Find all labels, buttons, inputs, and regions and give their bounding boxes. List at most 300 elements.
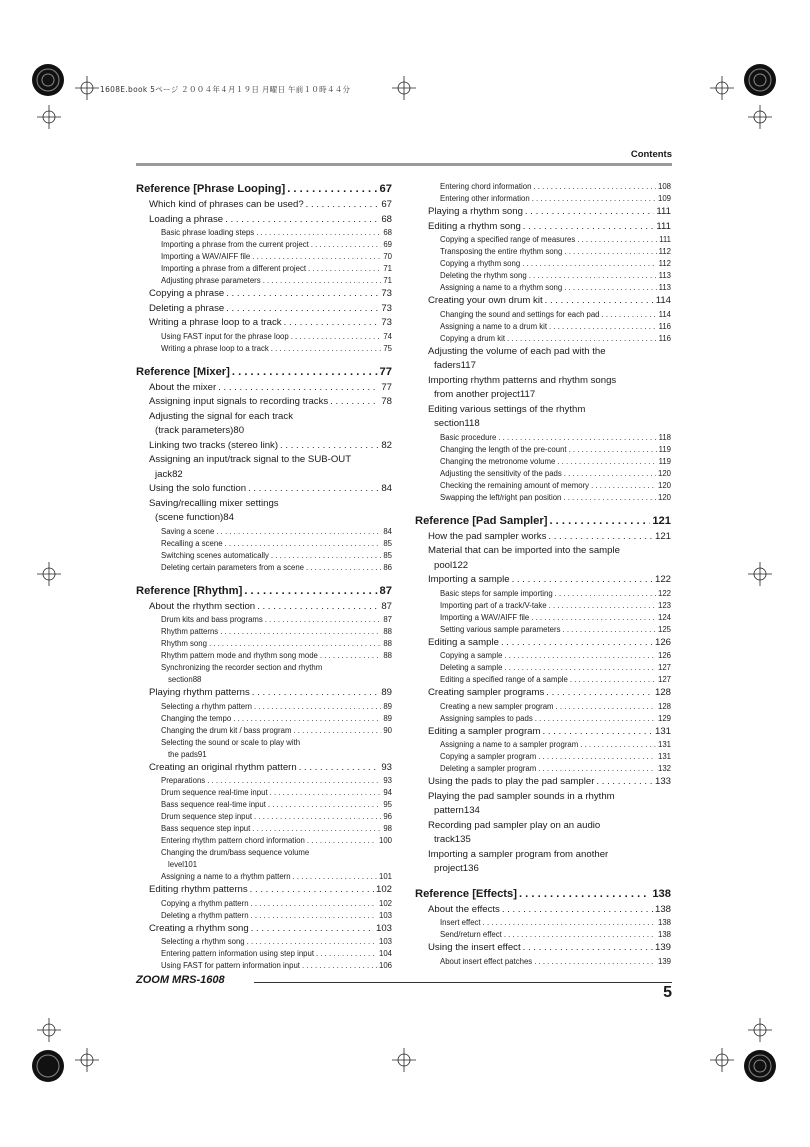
toc-subentry[interactable] — [136, 835, 392, 847]
leader-dots — [271, 343, 382, 355]
page-number: 5 — [663, 984, 672, 1001]
toc-page-number: 100 — [378, 836, 392, 845]
leader-dots — [591, 480, 656, 492]
toc-subentry[interactable] — [415, 456, 671, 468]
toc-entry[interactable] — [136, 381, 392, 396]
leader-dots — [232, 364, 378, 381]
toc-subentry[interactable] — [136, 626, 392, 638]
toc-page-number: 134 — [463, 805, 480, 816]
toc-entry[interactable] — [136, 600, 392, 615]
toc-page-number: 109 — [657, 194, 671, 203]
toc-page-number: 124 — [657, 612, 671, 622]
toc-subentry[interactable] — [136, 239, 392, 251]
leader-dots — [531, 612, 656, 624]
toc-entry-title: Basic steps for sample importing — [440, 588, 553, 598]
toc-subentry[interactable] — [415, 929, 671, 941]
leader-dots — [522, 258, 656, 270]
toc-entry-title: Importing part of a track/V-take — [440, 600, 547, 610]
toc-entry[interactable] — [136, 883, 392, 898]
toc-entry-title: Assigning an input/track signal to the SUB-OUT — [149, 454, 352, 465]
leader-dots — [330, 395, 379, 410]
toc-subentry[interactable] — [136, 343, 392, 355]
toc-entry-title: Creating sampler programs — [428, 687, 545, 698]
toc-page-number: 111 — [656, 206, 671, 217]
toc-subentry[interactable] — [136, 251, 392, 263]
toc-subentry[interactable] — [136, 898, 392, 910]
toc-page-number: 85 — [383, 538, 392, 548]
toc-section-heading[interactable] — [136, 364, 392, 381]
toc-page-number: 125 — [657, 624, 671, 634]
toc-subentry[interactable] — [136, 526, 392, 538]
toc-subentry[interactable] — [136, 737, 392, 761]
toc-entry[interactable] — [415, 205, 671, 220]
toc-entry[interactable] — [136, 287, 392, 302]
toc-entry-title: Writing a phrase loop to a track — [161, 343, 269, 353]
toc-entry-title: Switching scenes automatically — [161, 550, 269, 560]
toc-entry-title: Entering chord information — [440, 182, 532, 191]
leader-dots — [549, 600, 656, 612]
toc-entry[interactable] — [415, 294, 671, 309]
toc-subentry[interactable] — [415, 739, 671, 751]
leader-dots — [557, 456, 656, 468]
toc-page-number: 91 — [197, 749, 207, 759]
leader-dots — [523, 941, 653, 956]
leader-dots — [507, 333, 657, 345]
toc-entry-title: Importing a phrase from the current project — [161, 240, 309, 249]
toc-entry-title: Assigning input signals to recording tracks — [149, 396, 329, 407]
leader-dots — [225, 538, 382, 550]
toc-entry-title: Importing a phrase from a different project — [161, 264, 307, 273]
toc-page-number: 112 — [658, 247, 671, 256]
toc-page-number: 88 — [383, 639, 392, 648]
toc-page-number: 135 — [454, 834, 471, 845]
toc-entry-title: Copying a sample — [440, 651, 503, 660]
toc-page-number: 103 — [375, 922, 392, 934]
toc-entry-title: Playing the pad sampler sounds in a rhythm — [428, 790, 615, 802]
toc-subentry[interactable] — [415, 624, 671, 636]
toc-subentry[interactable] — [415, 600, 671, 612]
toc-entry-title: Changing the sound and settings for each pad — [440, 309, 600, 319]
toc-entry-title: Using the pads to play the pad sampler — [428, 776, 595, 787]
toc-section-heading[interactable] — [415, 513, 671, 530]
toc-page-number: 136 — [462, 863, 479, 874]
toc-entry[interactable] — [415, 530, 671, 545]
toc-page-number: 131 — [657, 752, 671, 761]
toc-page-number: 88 — [192, 675, 202, 684]
toc-page-number: 73 — [381, 302, 392, 314]
toc-page-number: 113 — [658, 283, 671, 292]
toc-subentry[interactable] — [415, 588, 671, 600]
toc-subentry[interactable] — [136, 811, 392, 823]
print-file-info: 1608E.book 5ページ ２００４年４月１９日 月曜日 午前１０時４４分 — [100, 85, 351, 94]
toc-entry-title: Reference [Rhythm] — [136, 584, 243, 597]
toc-entry-title: Assigning a name to a rhythm pattern — [161, 872, 291, 881]
toc-subentry[interactable] — [415, 234, 671, 246]
toc-page-number: 74 — [383, 331, 392, 341]
leader-dots — [256, 227, 381, 239]
leader-dots — [596, 775, 653, 790]
leader-dots — [216, 526, 381, 538]
toc-subentry[interactable] — [136, 936, 392, 948]
toc-entry-title: Importing a WAV/AIFF file — [161, 252, 251, 261]
toc-entry-title: Using the insert effect — [428, 942, 521, 953]
leader-dots — [538, 751, 656, 763]
toc-entry-title: Checking the remaining amount of memory — [440, 480, 590, 490]
toc-entry-title: Assigning samples to pads — [440, 713, 533, 723]
toc-entry-title: Copying a specified range of measures — [440, 235, 576, 244]
leader-dots — [252, 686, 380, 701]
toc-entry[interactable] — [415, 903, 671, 918]
toc-subentry[interactable] — [415, 270, 671, 282]
toc-subentry[interactable] — [415, 701, 671, 713]
toc-subentry[interactable] — [415, 468, 671, 480]
toc-page-number: 73 — [381, 317, 392, 328]
toc-entry[interactable] — [415, 941, 671, 956]
toc-page-number: 89 — [381, 687, 392, 698]
toc-entry-title: Copying a sampler program — [440, 752, 537, 761]
leader-dots — [535, 713, 656, 725]
leader-dots — [483, 917, 656, 929]
toc-entry[interactable] — [136, 497, 392, 526]
toc-subentry[interactable] — [136, 713, 392, 725]
toc-page-number: 88 — [383, 627, 392, 636]
leader-dots — [555, 588, 656, 600]
toc-subentry[interactable] — [415, 432, 671, 444]
toc-entry[interactable] — [415, 848, 671, 877]
toc-entry-title-continued: level — [168, 860, 185, 869]
toc-entry-title: Synchronizing the recorder section and rhythm — [161, 663, 323, 672]
toc-entry-title: Saving a scene — [161, 526, 215, 536]
toc-entry-title-continued: jack — [155, 468, 173, 480]
toc-page-number: 139 — [657, 956, 671, 966]
toc-entry-title: Loading a phrase — [149, 213, 224, 225]
leader-dots — [564, 468, 656, 480]
crosshair-upper-right — [748, 105, 772, 129]
toc-subentry[interactable] — [136, 638, 392, 650]
toc-subentry[interactable] — [136, 948, 392, 960]
toc-entry-title: Selecting the sound or scale to play with — [161, 737, 301, 747]
toc-entry[interactable] — [415, 573, 671, 588]
toc-page-number: 116 — [658, 321, 671, 331]
toc-entry-title-continued: from another project — [434, 389, 520, 400]
leader-dots — [549, 513, 650, 530]
leader-dots — [570, 674, 656, 686]
toc-entry-title: Deleting a sampler program — [440, 764, 537, 773]
toc-entry-title: How the pad sampler works — [428, 530, 547, 542]
toc-entry[interactable] — [136, 686, 392, 701]
registration-disc-top-right — [744, 64, 776, 96]
toc-subentry[interactable] — [415, 751, 671, 763]
toc-subentry[interactable] — [136, 562, 392, 574]
toc-entry-title: Changing the metronome volume — [440, 456, 556, 466]
toc-entry[interactable] — [136, 410, 392, 439]
toc-entry-title: Drum kits and bass programs — [161, 615, 263, 624]
toc-subentry[interactable] — [136, 614, 392, 626]
toc-entry[interactable] — [415, 345, 671, 374]
toc-subentry[interactable] — [136, 960, 392, 972]
toc-entry[interactable] — [415, 819, 671, 848]
toc-page-number: 120 — [657, 468, 671, 478]
toc-entry-title: Swapping the left/right pan position — [440, 492, 562, 502]
leader-dots — [218, 381, 379, 396]
crosshair-bottom-right — [710, 1048, 734, 1072]
toc-entry-title: Creating a rhythm song — [149, 922, 249, 934]
toc-entry-title: About insert effect patches — [440, 956, 533, 966]
leader-dots — [549, 321, 657, 333]
toc-section-heading[interactable] — [136, 181, 392, 198]
toc-entry-title: Rhythm song — [161, 639, 207, 648]
leader-dots — [502, 903, 653, 918]
toc-entry-title: Using FAST input for the phrase loop — [161, 331, 289, 341]
toc-subentry[interactable] — [415, 333, 671, 345]
toc-entry-title-continued: track — [434, 834, 455, 845]
toc-entry[interactable] — [415, 725, 671, 740]
toc-entry-title: Preparations — [161, 776, 206, 785]
toc-entry[interactable] — [415, 686, 671, 701]
toc-page-number: 108 — [657, 182, 671, 191]
leader-dots — [533, 181, 656, 193]
leader-dots — [251, 910, 377, 922]
footer-brand: ZOOM MRS-1608 — [136, 974, 225, 986]
toc-entry-title: Recalling a scene — [161, 538, 223, 548]
leader-dots — [556, 701, 656, 713]
toc-entry-title: Changing the length of the pre-count — [440, 444, 567, 454]
toc-subentry[interactable] — [136, 538, 392, 550]
toc-subentry[interactable] — [136, 275, 392, 287]
toc-entry-title: Drum sequence step input — [161, 812, 253, 821]
toc-entry[interactable] — [415, 775, 671, 790]
leader-dots — [257, 600, 379, 615]
toc-entry[interactable] — [415, 374, 671, 403]
toc-page-number: 103 — [378, 937, 392, 946]
toc-page-number: 111 — [659, 235, 671, 244]
toc-entry[interactable] — [415, 544, 671, 573]
toc-entry[interactable] — [415, 220, 671, 235]
leader-dots — [293, 871, 377, 883]
toc-entry[interactable] — [136, 395, 392, 410]
toc-subentry[interactable] — [136, 775, 392, 787]
toc-entry-title: Editing a specified range of a sample — [440, 675, 568, 684]
toc-subentry[interactable] — [136, 787, 392, 799]
leader-dots — [306, 198, 380, 213]
toc-page-number: 127 — [657, 663, 671, 672]
leader-dots — [263, 275, 382, 287]
leader-dots — [543, 725, 653, 740]
toc-section-heading[interactable] — [136, 583, 392, 600]
toc-entry-title: Entering pattern information using step input — [161, 949, 314, 958]
leader-dots — [512, 573, 653, 588]
section-title: Contents — [630, 149, 672, 160]
toc-page-number: 88 — [383, 651, 392, 660]
toc-entry-title-continued: faders — [434, 360, 461, 371]
crosshair-top-right — [710, 76, 734, 100]
toc-entry-title: Material that can be imported into the sample — [428, 545, 620, 556]
toc-page-number: 86 — [383, 562, 392, 572]
toc-subentry[interactable] — [136, 650, 392, 662]
toc-page-number: 101 — [378, 872, 392, 881]
toc-page-number: 138 — [654, 903, 671, 915]
toc-page-number: 128 — [654, 687, 671, 698]
toc-page-number: 82 — [381, 439, 392, 451]
toc-page-number: 93 — [383, 776, 392, 785]
toc-entry-title: Assigning a name to a drum kit — [440, 321, 548, 331]
leader-dots — [226, 287, 379, 302]
toc-subentry[interactable] — [136, 799, 392, 811]
toc-entry[interactable] — [136, 482, 392, 497]
toc-entry[interactable] — [136, 922, 392, 937]
leader-dots — [519, 886, 650, 903]
leader-dots — [293, 725, 381, 737]
toc-subentry[interactable] — [136, 550, 392, 562]
toc-entry-title-continued: pattern — [434, 805, 464, 816]
toc-entry[interactable] — [136, 198, 392, 213]
leader-dots — [247, 936, 377, 948]
toc-entry-title: Changing the drum kit / bass program — [161, 725, 292, 735]
toc-entry[interactable] — [136, 761, 392, 776]
toc-page-number: 67 — [379, 183, 392, 195]
leader-dots — [504, 929, 656, 941]
toc-entry-title: Deleting the rhythm song — [440, 271, 527, 280]
footer-rule — [254, 982, 672, 983]
toc-entry-title: Changing the drum/bass sequence volume — [161, 848, 310, 857]
toc-page-number: 128 — [657, 701, 671, 711]
toc-subentry[interactable] — [415, 662, 671, 674]
leader-dots — [501, 636, 653, 651]
toc-entry[interactable] — [415, 636, 671, 651]
toc-page-number: 138 — [657, 918, 671, 927]
toc-entry[interactable] — [415, 403, 671, 432]
toc-page-number: 126 — [654, 636, 671, 648]
toc-right-column — [415, 181, 671, 968]
leader-dots — [254, 701, 381, 713]
toc-subentry[interactable] — [136, 725, 392, 737]
toc-entry-title: Assigning a name to a sampler program — [440, 740, 579, 749]
toc-subentry[interactable] — [415, 612, 671, 624]
toc-subentry[interactable] — [136, 701, 392, 713]
toc-entry[interactable] — [136, 316, 392, 331]
crosshair-bottom-center — [392, 1048, 416, 1072]
toc-page-number: 138 — [657, 930, 671, 939]
leader-dots — [287, 181, 377, 198]
toc-entry-title: Basic procedure — [440, 432, 497, 442]
toc-entry-title-continued: pool — [434, 559, 453, 571]
toc-entry[interactable] — [136, 213, 392, 228]
toc-entry-title: Creating your own drum kit — [428, 295, 543, 306]
leader-dots — [299, 761, 380, 776]
toc-entry-title: Adjusting phrase parameters — [161, 276, 261, 285]
toc-subentry[interactable] — [136, 227, 392, 239]
toc-entry-title: Copying a phrase — [149, 288, 225, 299]
leader-dots — [546, 686, 653, 701]
leader-dots — [291, 331, 382, 343]
toc-entry-title: Setting various sample parameters — [440, 624, 561, 634]
toc-subentry[interactable] — [415, 650, 671, 662]
toc-subentry[interactable] — [415, 282, 671, 294]
toc-subentry[interactable] — [415, 763, 671, 775]
toc-subentry[interactable] — [415, 956, 671, 968]
toc-section-heading[interactable] — [415, 886, 671, 903]
leader-dots — [251, 922, 374, 937]
toc-entry[interactable] — [136, 302, 392, 317]
toc-page-number: 114 — [655, 295, 671, 306]
toc-subentry[interactable] — [415, 444, 671, 456]
toc-subentry[interactable] — [415, 321, 671, 333]
toc-subentry[interactable] — [136, 662, 392, 686]
toc-subentry[interactable] — [136, 847, 392, 871]
registration-disc-bottom-right — [744, 1050, 776, 1082]
toc-subentry[interactable] — [415, 258, 671, 270]
toc-subentry[interactable] — [136, 910, 392, 922]
toc-subentry[interactable] — [415, 492, 671, 504]
toc-subentry[interactable] — [136, 823, 392, 835]
toc-entry-title: Adjusting the signal for each track — [149, 410, 293, 422]
toc-entry-title: Adjusting the sensitivity of the pads — [440, 468, 562, 478]
leader-dots — [284, 316, 380, 331]
leader-dots — [268, 799, 381, 811]
toc-page-number: 123 — [657, 600, 671, 610]
toc-page-number: 118 — [464, 418, 480, 429]
toc-entry-title: Basic phrase loading steps — [161, 228, 255, 237]
toc-page-number: 77 — [381, 381, 392, 393]
toc-entry-title: Editing rhythm patterns — [149, 884, 248, 895]
toc-entry-title: Drum sequence real-time input — [161, 788, 268, 797]
crosshair-top-center — [392, 76, 416, 100]
leader-dots — [250, 883, 374, 898]
toc-entry[interactable] — [136, 453, 392, 482]
toc-subentry[interactable] — [415, 917, 671, 929]
toc-entry-title-continued: (scene function) — [155, 512, 224, 523]
toc-entry-title: Importing a WAV/AIFF file — [440, 612, 530, 622]
crosshair-bottom-left — [75, 1048, 99, 1072]
toc-entry-title-continued: project — [434, 863, 463, 874]
toc-subentry[interactable] — [415, 713, 671, 725]
toc-page-number: 68 — [381, 213, 392, 225]
toc-page-number: 84 — [383, 526, 392, 536]
toc-page-number: 112 — [658, 259, 671, 268]
toc-subentry[interactable] — [136, 331, 392, 343]
toc-page-number: 89 — [383, 713, 392, 723]
toc-entry-title: Writing a phrase loop to a track — [149, 317, 282, 328]
toc-page-number: 90 — [383, 725, 392, 735]
leader-dots — [311, 239, 382, 251]
toc-entry-title: Deleting certain parameters from a scene — [161, 562, 305, 572]
toc-subentry[interactable] — [136, 263, 392, 275]
toc-page-number: 113 — [658, 271, 671, 280]
toc-page-number: 139 — [654, 942, 671, 953]
toc-subentry[interactable] — [415, 674, 671, 686]
toc-subentry[interactable] — [415, 193, 671, 205]
leader-dots — [534, 956, 656, 968]
toc-subentry[interactable] — [415, 246, 671, 258]
toc-page-number: 71 — [383, 276, 392, 285]
toc-subentry[interactable] — [415, 181, 671, 193]
toc-entry-title-continued: section — [168, 675, 193, 684]
toc-subentry[interactable] — [415, 309, 671, 321]
toc-page-number: 119 — [658, 456, 671, 466]
toc-subentry[interactable] — [415, 480, 671, 492]
toc-entry-title: Bass sequence step input — [161, 824, 251, 833]
toc-entry-title: Assigning a name to a rhythm song — [440, 283, 563, 292]
toc-entry[interactable] — [415, 790, 671, 819]
toc-page-number: 132 — [657, 764, 671, 773]
toc-page-number: 82 — [172, 468, 183, 480]
toc-entry[interactable] — [136, 439, 392, 454]
toc-entry-title: Selecting a rhythm song — [161, 937, 245, 946]
toc-page-number: 106 — [378, 961, 392, 970]
toc-subentry[interactable] — [136, 871, 392, 883]
toc-entry-title: Playing a rhythm song — [428, 206, 523, 217]
toc-page-number: 68 — [383, 228, 392, 237]
